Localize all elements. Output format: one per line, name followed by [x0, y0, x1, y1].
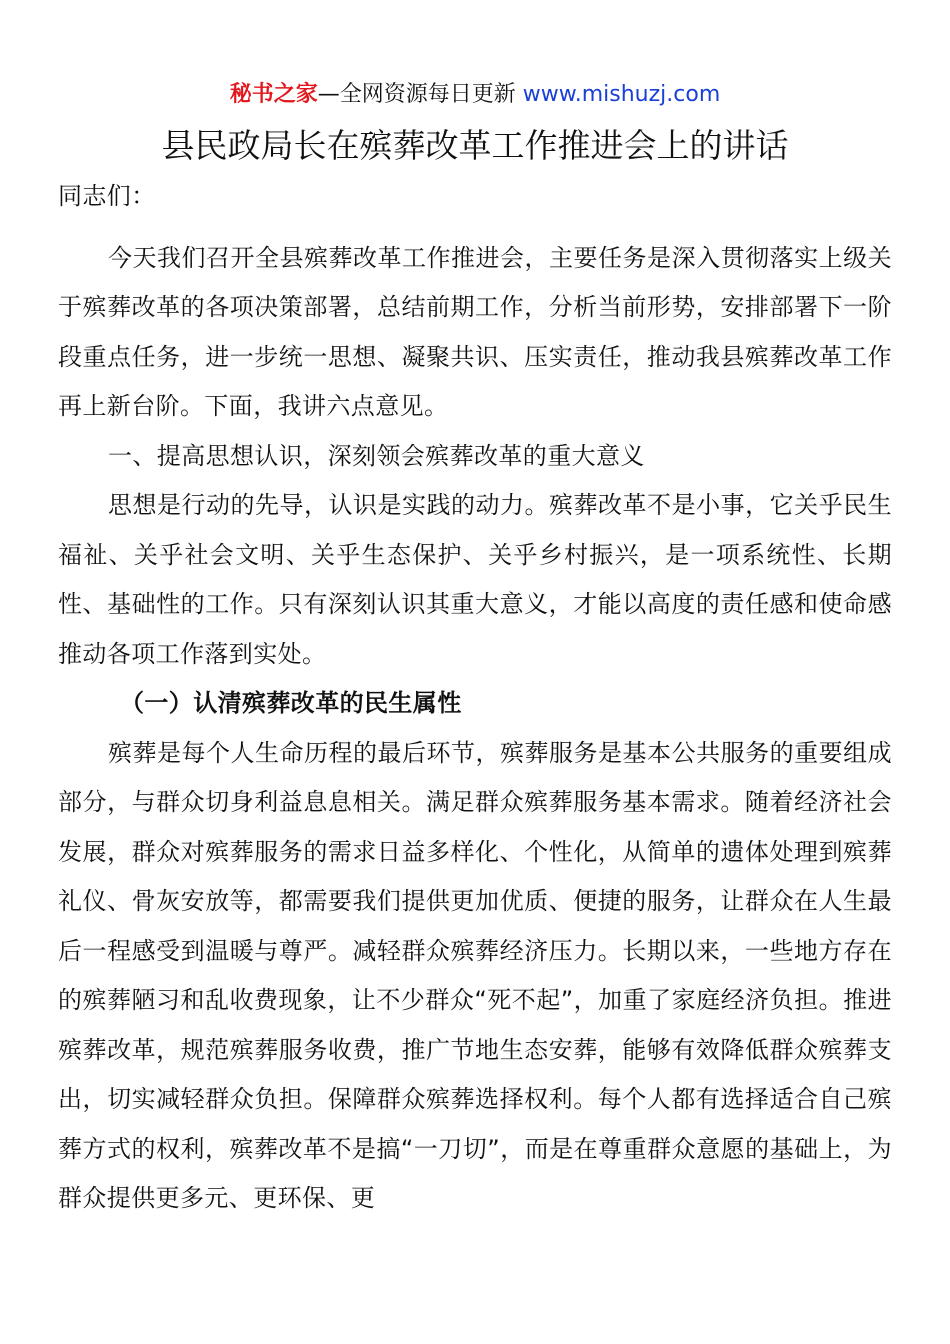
- site-url-link[interactable]: www.mishuzj.com: [522, 82, 721, 107]
- brand-name: 秘书之家: [229, 82, 318, 107]
- paragraph-intro: 今天我们召开全县殡葬改革工作推进会，主要任务是深入贯彻落实上级关于殡葬改革的各项决策部署，总结前期工作，分析当前形势，安排部署下一阶段重点任务，进一步统一思想、凝聚共识、压实责任，推动我县殡葬改革工作再上新台阶。下面，我讲六点意见。: [58, 243, 892, 420]
- salutation: 同志们：: [58, 182, 156, 210]
- section-heading-1: 一、提高思想认识，深刻领会殡葬改革的重大意义: [108, 441, 645, 470]
- sub-heading-1: （一）认清殡葬改革的民生属性: [120, 689, 462, 717]
- header-tagline: —全网资源每日更新: [317, 82, 523, 107]
- site-header: [0, 80, 950, 110]
- document-body: [58, 172, 892, 1224]
- document-title: 县民政局长在殡葬改革工作推进会上的讲话: [161, 126, 789, 165]
- paragraph-sub-1: 殡葬是每个人生命历程的最后环节，殡葬服务是基本公共服务的重要组成部分，与群众切身利益息息相关。满足群众殡葬服务基本需求。随着经济社会发展，群众对殡葬服务的需求日益多样化、个性化，从简单的遗体处理到殡葬礼仪、骨灰安放等，都需要我们提供更加优质、便捷的服务，让群众在人生最后一程感受到温暖与尊严。减轻群众殡葬经济压力。长期以来，一些地方存在的殡葬陋习和乱收费现象，让不少群众“死不起”，加重了家庭经济负担。推进殡葬改革，规范殡葬服务收费，推广节地生态安葬，能够有效降低群众殡葬支出，切实减轻群众负担。保障群众殡葬选择权利。每个人都有选择适合自己殡葬方式的权利，殡葬改革不是搞“一刀切”，而是在尊重群众意愿的基础上，为群众提供更多元、更环保、更: [58, 738, 892, 1212]
- paragraph-section-1: 思想是行动的先导，认识是实践的动力。殡葬改革不是小事，它关乎民生福祉、关乎社会文明、关乎生态保护、关乎乡村振兴，是一项系统性、长期性、基础性的工作。只有深刻认识其重大意义，才能以高度的责任感和使命感推动各项工作落到实处。: [58, 491, 892, 668]
